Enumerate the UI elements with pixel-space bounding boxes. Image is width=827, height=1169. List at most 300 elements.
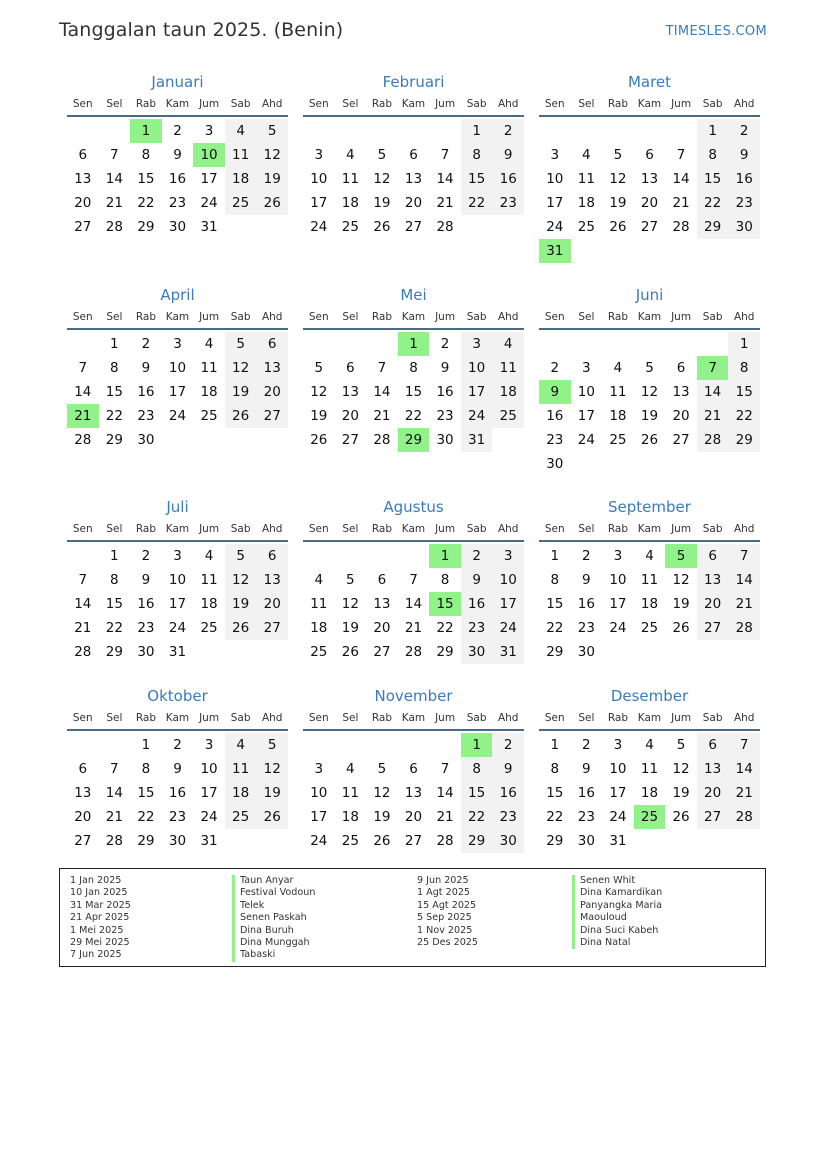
holiday-legend [59, 868, 766, 967]
day-cell: 14 [74, 596, 92, 612]
weekday-header: Kam [401, 98, 426, 110]
day-cell: 18 [341, 809, 359, 825]
day-cell: 15 [105, 596, 123, 612]
day-cell: 30 [137, 432, 155, 448]
day-cell: 7 [676, 147, 686, 163]
day-cell: 22 [728, 404, 760, 428]
day-cell: 17 [310, 195, 328, 211]
day-cell: 19 [225, 380, 257, 404]
day-cell: 28 [404, 644, 423, 660]
day-cell: 19 [609, 195, 627, 211]
weekday-header: Kam [401, 311, 426, 323]
day-cell: 12 [640, 384, 659, 400]
weekday-header: Sel [106, 311, 123, 323]
day-cell: 6 [697, 733, 729, 757]
day-cell: 11 [640, 572, 659, 588]
weekday-header: Sab [702, 523, 723, 535]
day-cell: 6 [409, 147, 418, 163]
day-cell: 17 [546, 195, 564, 211]
weekday-header: Sen [72, 311, 93, 323]
weekday-header: Sen [72, 523, 93, 535]
day-cell: 26 [373, 219, 391, 235]
day-cell: 25 [200, 620, 218, 636]
day-cell: 23 [546, 432, 564, 448]
holiday-day-cell: 10 [193, 143, 225, 167]
day-cell: 25 [609, 432, 627, 448]
day-cell: 20 [373, 620, 391, 636]
weekday-header: Jum [199, 523, 220, 535]
day-cell: 8 [461, 757, 493, 781]
day-cell: 29 [728, 428, 760, 452]
day-cell: 1 [141, 737, 151, 753]
day-cell: 22 [697, 191, 729, 215]
day-cell: 2 [173, 123, 182, 139]
day-cell: 6 [78, 761, 88, 777]
day-cell: 31 [168, 644, 187, 660]
day-cell: 11 [640, 761, 659, 777]
day-cell: 6 [645, 147, 654, 163]
day-cell: 21 [697, 404, 729, 428]
holiday-day-cell: 7 [697, 356, 729, 380]
day-cell: 20 [256, 380, 288, 404]
header-rule [67, 540, 288, 542]
day-cell: 27 [404, 833, 423, 849]
day-cell: 22 [137, 809, 155, 825]
day-cell: 1 [110, 336, 119, 352]
day-cell: 3 [582, 360, 591, 376]
header-rule [303, 328, 524, 330]
day-cell: 28 [74, 644, 92, 660]
day-cell: 6 [409, 761, 418, 777]
day-cell: 3 [204, 737, 214, 753]
day-cell: 24 [168, 620, 187, 636]
weekday-header: Rab [371, 712, 392, 724]
day-cell: 15 [404, 384, 423, 400]
day-cell: 28 [728, 805, 760, 829]
day-cell: 3 [461, 332, 493, 356]
day-cell: 26 [256, 191, 288, 215]
day-cell: 17 [492, 592, 524, 616]
day-cell: 5 [346, 572, 355, 588]
weekday-header: Jum [199, 98, 220, 110]
day-cell: 2 [582, 548, 591, 564]
day-cell: 3 [492, 544, 524, 568]
day-cell: 21 [436, 195, 454, 211]
day-cell: 13 [404, 785, 423, 801]
header-rule [67, 729, 288, 731]
day-cell: 3 [613, 548, 623, 564]
weekday-header: Sab [466, 523, 487, 535]
day-cell: 27 [256, 404, 288, 428]
day-cell: 17 [200, 171, 218, 187]
day-cell: 17 [609, 596, 627, 612]
legend-holiday-name: Taun Anyar [232, 875, 315, 887]
day-cell: 8 [728, 356, 760, 380]
day-cell: 30 [168, 833, 187, 849]
legend-names-column-1 [232, 875, 315, 962]
day-cell: 5 [377, 761, 387, 777]
day-cell: 12 [672, 761, 690, 777]
weekday-header: Sen [544, 98, 565, 110]
weekday-header: Sen [308, 98, 329, 110]
weekday-header: Sab [230, 98, 251, 110]
day-cell: 20 [672, 408, 690, 424]
day-cell: 5 [645, 360, 654, 376]
day-cell: 16 [577, 785, 595, 801]
day-cell: 13 [672, 384, 690, 400]
day-cell: 23 [728, 191, 760, 215]
day-cell: 14 [105, 785, 123, 801]
day-cell: 22 [461, 191, 493, 215]
day-cell: 10 [200, 761, 218, 777]
day-cell: 23 [492, 805, 524, 829]
day-cell: 10 [168, 360, 187, 376]
weekday-header: Sab [702, 712, 723, 724]
day-cell: 1 [550, 548, 560, 564]
day-cell: 9 [173, 761, 182, 777]
weekday-header: Ahd [733, 712, 755, 724]
day-cell: 31 [609, 833, 627, 849]
day-cell: 24 [200, 809, 218, 825]
weekday-header: Jum [435, 712, 456, 724]
day-cell: 30 [577, 644, 595, 660]
day-cell: 21 [105, 809, 123, 825]
day-cell: 17 [168, 596, 187, 612]
day-cell: 1 [110, 548, 119, 564]
day-cell: 4 [645, 737, 654, 753]
day-cell: 4 [204, 336, 214, 352]
weekday-header: Sen [308, 523, 329, 535]
day-cell: 13 [74, 785, 92, 801]
month-name: Juni [635, 286, 664, 304]
day-cell: 27 [697, 805, 729, 829]
weekday-header: Kam [637, 712, 662, 724]
brand-link[interactable]: TIMESLES.COM [665, 24, 767, 39]
holiday-day-cell: 21 [67, 404, 99, 428]
weekday-header: Rab [607, 311, 628, 323]
day-cell: 26 [225, 404, 257, 428]
day-cell: 28 [74, 432, 92, 448]
weekday-header: Kam [637, 523, 662, 535]
day-cell: 9 [141, 572, 151, 588]
day-cell: 14 [728, 757, 760, 781]
day-cell: 31 [461, 428, 493, 452]
weekday-header: Sel [342, 311, 359, 323]
day-cell: 13 [373, 596, 391, 612]
day-cell: 3 [613, 737, 623, 753]
day-cell: 10 [310, 171, 328, 187]
day-cell: 8 [141, 147, 151, 163]
day-cell: 11 [310, 596, 328, 612]
weekday-header: Rab [135, 523, 156, 535]
day-cell: 16 [168, 785, 187, 801]
weekday-header: Ahd [261, 712, 283, 724]
month-name: Agustus [383, 498, 444, 516]
legend-holiday-name: Dina Buruh [232, 925, 315, 937]
weekday-header: Sel [578, 311, 595, 323]
day-cell: 16 [492, 781, 524, 805]
day-cell: 4 [346, 147, 355, 163]
day-cell: 17 [168, 384, 187, 400]
weekday-header: Sel [342, 523, 359, 535]
day-cell: 29 [105, 644, 123, 660]
day-cell: 30 [168, 219, 187, 235]
day-cell: 27 [74, 833, 92, 849]
day-cell: 11 [492, 356, 524, 380]
month-name: Oktober [147, 687, 208, 705]
day-cell: 8 [440, 572, 450, 588]
day-cell: 7 [440, 761, 450, 777]
month-name: Januari [151, 73, 204, 91]
weekday-header: Ahd [497, 98, 519, 110]
day-cell: 14 [404, 596, 423, 612]
weekday-header: Jum [671, 98, 692, 110]
day-cell: 25 [492, 404, 524, 428]
day-cell: 7 [78, 572, 88, 588]
day-cell: 29 [461, 829, 493, 853]
weekday-header: Sel [578, 98, 595, 110]
legend-names-column-2 [572, 875, 662, 949]
day-cell: 21 [373, 408, 391, 424]
day-cell: 17 [577, 408, 595, 424]
day-cell: 4 [314, 572, 324, 588]
day-cell: 31 [200, 219, 218, 235]
day-cell: 23 [137, 620, 155, 636]
day-cell: 14 [672, 171, 690, 187]
day-cell: 1 [461, 119, 493, 143]
holiday-day-cell: 5 [665, 544, 697, 568]
day-cell: 12 [225, 568, 257, 592]
weekday-header: Sel [106, 523, 123, 535]
weekday-header: Rab [607, 523, 628, 535]
day-cell: 21 [728, 592, 760, 616]
weekday-header: Rab [607, 712, 628, 724]
day-cell: 29 [137, 219, 155, 235]
day-cell: 10 [609, 761, 627, 777]
legend-holiday-name: Dina Munggah [232, 937, 315, 949]
day-cell: 3 [173, 336, 182, 352]
day-cell: 23 [436, 408, 454, 424]
day-cell: 6 [346, 360, 355, 376]
day-cell: 31 [200, 833, 218, 849]
day-cell: 4 [645, 548, 654, 564]
day-cell: 5 [225, 332, 257, 356]
day-cell: 20 [341, 408, 359, 424]
day-cell: 18 [492, 380, 524, 404]
day-cell: 15 [461, 781, 493, 805]
weekday-header: Sab [230, 311, 251, 323]
day-cell: 27 [256, 616, 288, 640]
legend-date: 1 Nov 2025 [417, 924, 473, 936]
weekday-header: Sen [544, 523, 565, 535]
day-cell: 23 [492, 191, 524, 215]
weekday-header: Jum [671, 523, 692, 535]
day-cell: 23 [137, 408, 155, 424]
weekday-header: Ahd [261, 523, 283, 535]
day-cell: 2 [550, 360, 560, 376]
day-cell: 25 [341, 219, 359, 235]
day-cell: 20 [74, 809, 92, 825]
weekday-header: Ahd [497, 523, 519, 535]
weekday-header: Sab [466, 311, 487, 323]
day-cell: 30 [492, 829, 524, 853]
weekday-header: Sel [106, 712, 123, 724]
day-cell: 10 [461, 356, 493, 380]
weekday-header: Kam [401, 523, 426, 535]
day-cell: 7 [728, 544, 760, 568]
day-cell: 23 [168, 195, 187, 211]
day-cell: 4 [346, 761, 355, 777]
day-cell: 14 [373, 384, 391, 400]
day-cell: 12 [609, 171, 627, 187]
day-cell: 13 [256, 356, 288, 380]
day-cell: 6 [377, 572, 387, 588]
header-rule [67, 328, 288, 330]
day-cell: 1 [697, 119, 729, 143]
day-cell: 2 [173, 737, 182, 753]
legend-date: 31 Mar 2025 [70, 899, 131, 911]
day-cell: 9 [492, 757, 524, 781]
day-cell: 29 [546, 833, 564, 849]
day-cell: 20 [74, 195, 92, 211]
day-cell: 18 [225, 167, 257, 191]
day-cell: 17 [200, 785, 218, 801]
weekday-header: Ahd [497, 712, 519, 724]
day-cell: 5 [676, 737, 686, 753]
day-cell: 28 [728, 616, 760, 640]
day-cell: 14 [436, 171, 454, 187]
day-cell: 8 [141, 761, 151, 777]
day-cell: 7 [377, 360, 387, 376]
day-cell: 18 [609, 408, 627, 424]
weekday-header: Sen [544, 311, 565, 323]
day-cell: 12 [225, 356, 257, 380]
legend-dates-column-1 [70, 875, 131, 962]
day-cell: 28 [436, 833, 454, 849]
day-cell: 17 [609, 785, 627, 801]
day-cell: 2 [728, 119, 760, 143]
day-cell: 15 [137, 171, 155, 187]
weekday-header: Rab [371, 311, 392, 323]
day-cell: 2 [582, 737, 591, 753]
day-cell: 18 [200, 596, 218, 612]
day-cell: 8 [110, 360, 119, 376]
weekday-header: Sab [466, 712, 487, 724]
day-cell: 29 [546, 644, 564, 660]
day-cell: 4 [492, 332, 524, 356]
day-cell: 22 [461, 805, 493, 829]
header-rule [303, 729, 524, 731]
month-name: April [160, 286, 195, 304]
month-name: Februari [382, 73, 445, 91]
day-cell: 30 [436, 432, 454, 448]
day-cell: 10 [310, 785, 328, 801]
day-cell: 30 [461, 640, 493, 664]
day-cell: 26 [672, 620, 690, 636]
day-cell: 27 [341, 432, 359, 448]
weekday-header: Jum [199, 311, 220, 323]
day-cell: 24 [461, 404, 493, 428]
day-cell: 7 [440, 147, 450, 163]
day-cell: 6 [78, 147, 88, 163]
legend-date: 15 Agt 2025 [417, 899, 477, 911]
day-cell: 27 [74, 219, 92, 235]
day-cell: 30 [546, 456, 564, 472]
weekday-header: Sab [230, 712, 251, 724]
day-cell: 20 [404, 195, 423, 211]
day-cell: 3 [550, 147, 560, 163]
day-cell: 16 [492, 167, 524, 191]
header-rule [539, 115, 760, 117]
day-cell: 22 [436, 620, 454, 636]
holiday-day-cell: 29 [398, 428, 430, 452]
legend-holiday-name: Dina Suci Kabeh [572, 925, 662, 937]
day-cell: 19 [256, 167, 288, 191]
legend-date: 1 Jan 2025 [70, 875, 122, 886]
day-cell: 16 [137, 384, 155, 400]
weekday-header: Sab [702, 311, 723, 323]
day-cell: 16 [577, 596, 595, 612]
day-cell: 26 [256, 805, 288, 829]
day-cell: 26 [609, 219, 627, 235]
day-cell: 22 [546, 620, 564, 636]
page-title: Tanggalan taun 2025. (Benin) [59, 19, 344, 41]
day-cell: 21 [404, 620, 423, 636]
day-cell: 2 [492, 733, 524, 757]
day-cell: 12 [310, 384, 328, 400]
day-cell: 10 [609, 572, 627, 588]
day-cell: 28 [436, 219, 454, 235]
day-cell: 30 [728, 215, 760, 239]
legend-holiday-name: Dina Natal [572, 937, 662, 949]
day-cell: 19 [672, 785, 690, 801]
header-rule [539, 729, 760, 731]
day-cell: 22 [404, 408, 423, 424]
day-cell: 18 [640, 785, 659, 801]
day-cell: 8 [409, 360, 418, 376]
weekday-header: Jum [435, 311, 456, 323]
day-cell: 21 [672, 195, 690, 211]
weekday-header: Jum [435, 98, 456, 110]
header-rule [303, 115, 524, 117]
day-cell: 20 [404, 809, 423, 825]
day-cell: 20 [256, 592, 288, 616]
day-cell: 9 [492, 143, 524, 167]
day-cell: 2 [461, 544, 493, 568]
day-cell: 24 [546, 219, 564, 235]
day-cell: 11 [200, 572, 218, 588]
weekday-header: Sab [466, 98, 487, 110]
day-cell: 12 [373, 171, 391, 187]
weekday-header: Ahd [733, 311, 755, 323]
day-cell: 19 [373, 809, 391, 825]
day-cell: 25 [341, 833, 359, 849]
legend-date: 9 Jun 2025 [417, 875, 469, 886]
weekday-header: Jum [435, 523, 456, 535]
day-cell: 22 [105, 620, 123, 636]
legend-holiday-name: Senen Whit [572, 875, 662, 887]
legend-holiday-name: Festival Vodoun [232, 887, 315, 899]
day-cell: 4 [582, 147, 591, 163]
day-cell: 30 [577, 833, 595, 849]
day-cell: 24 [609, 809, 627, 825]
day-cell: 3 [314, 761, 324, 777]
legend-holiday-name: Panyangka Maria [572, 900, 662, 912]
day-cell: 19 [373, 195, 391, 211]
legend-date: 7 Jun 2025 [70, 949, 122, 961]
day-cell: 8 [697, 143, 729, 167]
day-cell: 24 [577, 432, 595, 448]
